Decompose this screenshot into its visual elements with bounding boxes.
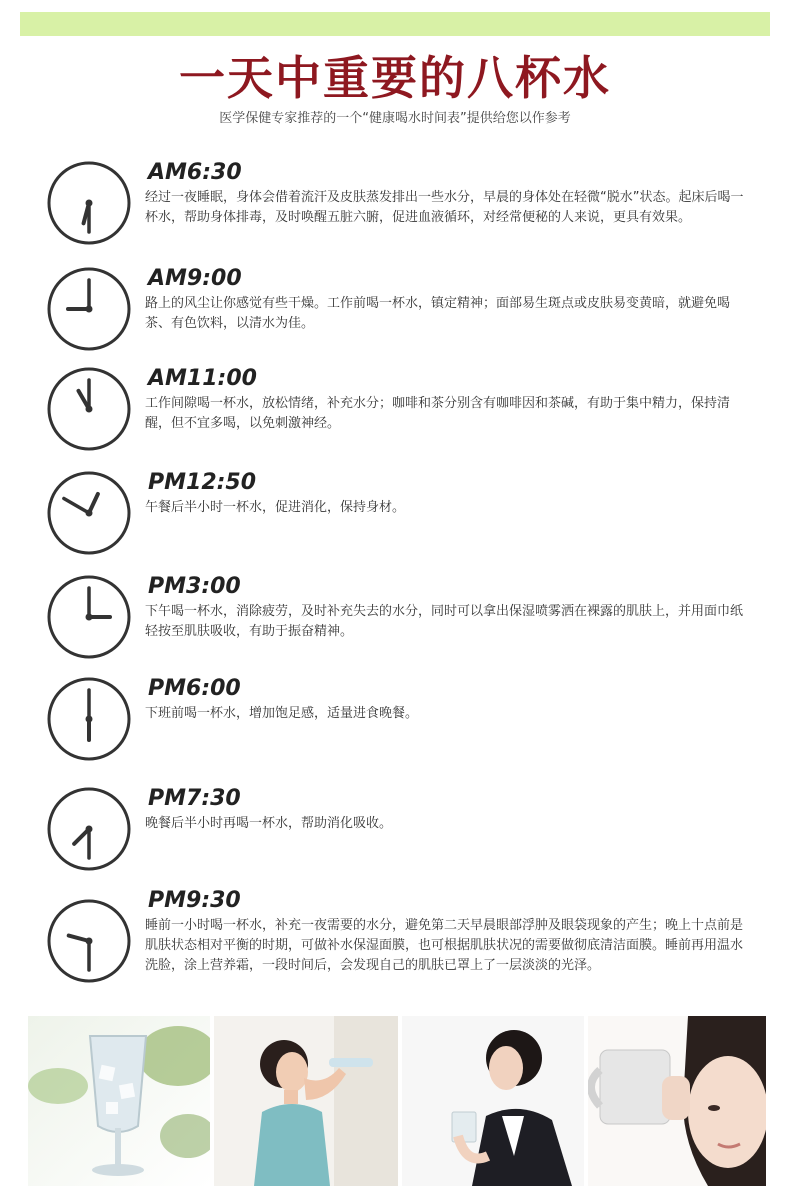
entry-time: PM6:00 [148, 676, 241, 701]
entry-time: AM9:00 [148, 266, 242, 291]
clock-icon [46, 160, 132, 246]
clock-center-pin [86, 938, 93, 945]
clock-icon [46, 470, 132, 556]
clock-icon [46, 786, 132, 872]
entry-description: 路上的风尘让你感觉有些干燥。工作前喝一杯水，镇定精神；面部易生斑点或皮肤易变黄暗，就避免喝茶、有色饮料，以清水为佳。 [145, 296, 731, 331]
entry-time: PM3:00 [148, 574, 241, 599]
clock-face [46, 160, 132, 246]
water-glass-photo [28, 1016, 210, 1186]
clock-face [46, 574, 132, 660]
clock-center-pin [86, 306, 93, 313]
clock-face [46, 786, 132, 872]
clock-face [46, 898, 132, 984]
clock-face [46, 676, 132, 762]
woman-holding-glass-photo [402, 1016, 584, 1186]
clock-icon [46, 676, 132, 762]
entry-description: 下午喝一杯水，消除疲劳，及时补充失去的水分，同时可以拿出保湿喷雾洒在裸露的肌肤上，并用面巾纸轻按至肌肤吸收，有助于振奋精神。 [145, 604, 744, 639]
woman-drinking-bottle-photo [214, 1016, 398, 1186]
clock-center-pin [86, 826, 93, 833]
entry-description: 下班前喝一杯水，增加饱足感，适量进食晚餐。 [145, 706, 419, 721]
clock-center-pin [86, 200, 93, 207]
clock-face [46, 366, 132, 452]
entry-description: 工作间隙喝一杯水，放松情绪，补充水分；咖啡和茶分别含有咖啡因和茶碱，有助于集中精力，保持清醒，但不宜多喝，以免刺激神经。 [145, 396, 731, 431]
clock-face [46, 266, 132, 352]
entry-time: PM12:50 [148, 470, 257, 495]
clock-center-pin [86, 510, 93, 517]
entry-time: PM7:30 [148, 786, 241, 811]
entry-description: 午餐后半小时一杯水，促进消化，保持身材。 [145, 500, 406, 515]
page-subtitle: 医学保健专家推荐的一个“健康喝水时间表”提供给您以作参考 [219, 111, 571, 126]
photo-strip [28, 1016, 766, 1186]
clock-icon [46, 574, 132, 660]
clock-face [46, 470, 132, 556]
clock-icon [46, 898, 132, 984]
woman-with-mug-photo [588, 1016, 766, 1186]
clock-icon [46, 366, 132, 452]
entry-description: 睡前一小时喝一杯水，补充一夜需要的水分，避免第二天早晨眼部浮肿及眼袋现象的产生；晚上十点前是肌肤状态相对平衡的时期，可做补水保湿面膜，也可根据肌肤状况的需要做彻底清洁面膜。睡前再用温水洗脸，涂上营养霜，一段时间后，会发现自己的肌肤已罩上了一层淡淡的光泽。 [145, 918, 744, 973]
clock-center-pin [86, 406, 93, 413]
page-title: 一天中重要的八杯水 [179, 51, 611, 105]
entry-description: 经过一夜睡眠，身体会借着流汗及皮肤蒸发排出一些水分，早晨的身体处在轻微“脱水”状态。起床后喝一杯水，帮助身体排毒，及时唤醒五脏六腑，促进血液循环，对经常便秘的人来说，更具有效果。 [145, 190, 744, 225]
clock-center-pin [86, 716, 93, 723]
entry-time: AM6:30 [148, 160, 242, 185]
entry-time: AM11:00 [148, 366, 257, 391]
clock-center-pin [86, 614, 93, 621]
entry-time: PM9:30 [148, 888, 241, 913]
clock-icon [46, 266, 132, 352]
entry-description: 晚餐后半小时再喝一杯水，帮助消化吸收。 [145, 816, 393, 831]
